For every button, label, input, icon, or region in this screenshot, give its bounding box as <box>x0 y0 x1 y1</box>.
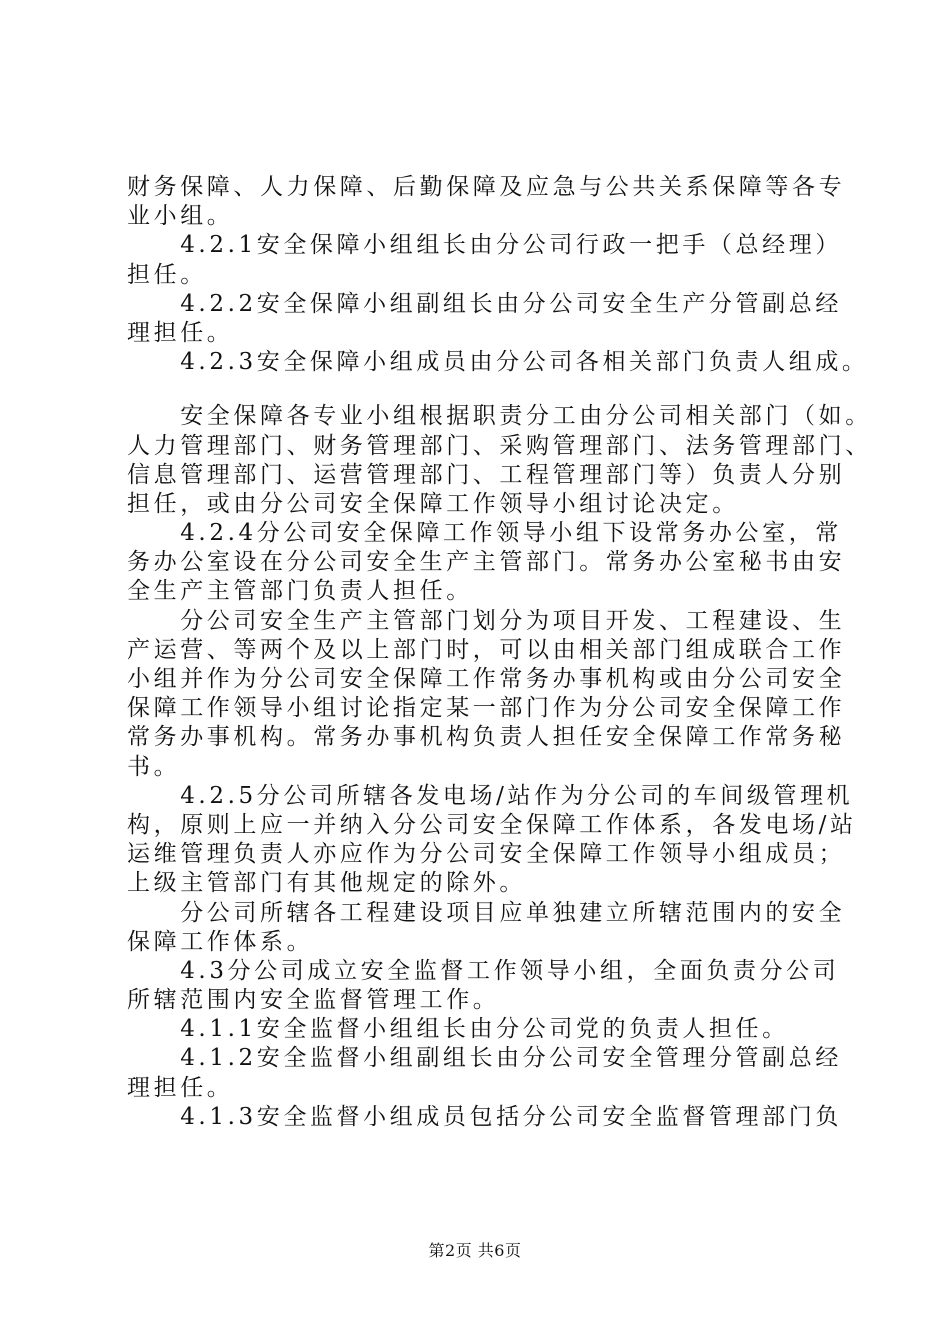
text-line: 人力管理部门、财务管理部门、采购管理部门、法务管理部门、 <box>127 432 872 459</box>
text-line: 安全保障各专业小组根据职责分工由分公司相关部门（如。 <box>127 403 872 430</box>
text-line: 所辖范围内安全监督管理工作。 <box>127 987 500 1014</box>
text-line: 分公司安全生产主管部门划分为项目开发、工程建设、生 <box>127 607 846 634</box>
text-line: 信息管理部门、运营管理部门、工程管理部门等）负责人分别 <box>127 461 846 488</box>
paragraph-block-1 <box>127 173 869 377</box>
text-line: 运维管理负责人亦应作为分公司安全保障工作领导小组成员； <box>127 841 846 868</box>
page-number-label: 第2页 共6页 <box>428 1241 522 1260</box>
text-line: 4.1.1安全监督小组组长由分公司党的负责人担任。 <box>127 1016 789 1043</box>
text-line: 构，原则上应一并纳入分公司安全保障工作体系，各发电场/站 <box>127 811 857 838</box>
text-line: 全生产主管部门负责人担任。 <box>127 578 473 605</box>
text-line: 担任。 <box>127 261 207 288</box>
text-line: 产运营、等两个及以上部门时，可以由相关部门组成联合工作 <box>127 636 846 663</box>
text-line: 理担任。 <box>127 319 234 346</box>
text-line: 4.3分公司成立安全监督工作领导小组，全面负责分公司 <box>127 957 840 984</box>
text-line: 4.1.2安全监督小组副组长由分公司安全管理分管副总经 <box>127 1045 842 1072</box>
text-line: 业小组。 <box>127 203 234 230</box>
text-line: 4.2.5分公司所辖各发电场/站作为分公司的车间级管理机 <box>127 782 854 809</box>
text-line: 4.2.3安全保障小组成员由分公司各相关部门负责人组成。 <box>127 349 869 376</box>
text-line: 常务办事机构。常务办事机构负责人担任安全保障工作常务秘 <box>127 724 846 751</box>
text-line: 4.2.2安全保障小组副组长由分公司安全生产分管副总经 <box>127 290 842 317</box>
text-line: 理担任。 <box>127 1074 234 1101</box>
paragraph-block-2 <box>127 402 872 1132</box>
text-line: 上级主管部门有其他规定的除外。 <box>127 870 526 897</box>
text-line: 小组并作为分公司安全保障工作常务办事机构或由分公司安全 <box>127 666 846 692</box>
text-line: 保障工作领导小组讨论指定某一部门作为分公司安全保障工作 <box>127 695 846 722</box>
text-line: 务办公室设在分公司安全生产主管部门。常务办公室秘书由安 <box>127 549 846 576</box>
text-line: 书。 <box>127 753 181 780</box>
text-line: 4.2.1安全保障小组组长由分公司行政一把手（总经理） <box>127 232 842 259</box>
text-line: 担任，或由分公司安全保障工作领导小组讨论决定。 <box>127 490 739 517</box>
text-line: 4.1.3安全监督小组成员包括分公司安全监督管理部门负 <box>127 1103 842 1130</box>
text-line: 保障工作体系。 <box>127 928 314 955</box>
paragraph-gap <box>127 377 837 402</box>
text-line: 财务保障、人力保障、后勤保障及应急与公共关系保障等各专 <box>127 174 846 200</box>
text-line: 4.2.4分公司安全保障工作领导小组下设常务办公室，常 <box>127 520 842 547</box>
document-body <box>127 173 872 1132</box>
text-line: 分公司所辖各工程建设项目应单独建立所辖范围内的安全 <box>127 899 846 926</box>
page-footer <box>0 1241 950 1261</box>
